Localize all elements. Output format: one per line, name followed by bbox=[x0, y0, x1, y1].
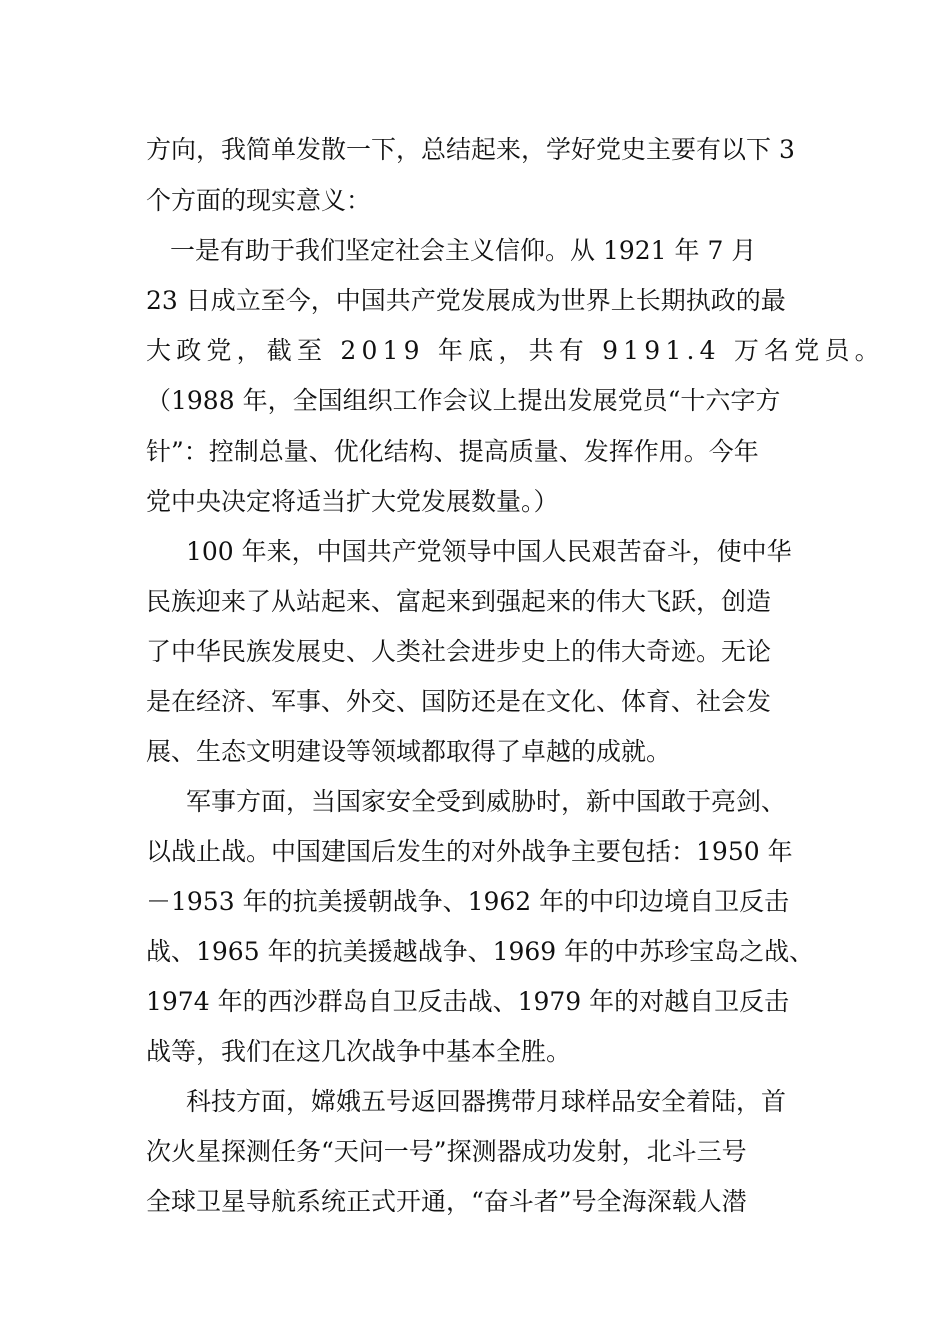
text-line: 展、生态文明建设等领域都取得了卓越的成就。 bbox=[146, 737, 672, 766]
paragraph-start-line: 军事方面，当国家安全受到威胁时，新中国敢于亮剑、 bbox=[186, 787, 787, 816]
text-line: 以战止战。中国建国后发生的对外战争主要包括：1950 年 bbox=[146, 837, 793, 866]
text-line: 大政党，截至 2019 年底，共有 9191.4 万名党员。 bbox=[146, 336, 885, 365]
paragraph-start-line: 科技方面，嫦娥五号返回器携带月球样品安全着陆，首 bbox=[186, 1087, 787, 1116]
text-line: 战、1965 年的抗美援越战争、1969 年的中苏珍宝岛之战、 bbox=[146, 937, 815, 966]
text-line: 党中央决定将适当扩大党发展数量。） bbox=[146, 487, 559, 516]
text-line: 个方面的现实意义： bbox=[146, 186, 372, 215]
text-line: 全球卫星导航系统正式开通，“奋斗者”号全海深载人潜 bbox=[146, 1187, 747, 1216]
text-line: 方向，我简单发散一下，总结起来，学好党史主要有以下 3 bbox=[146, 135, 795, 164]
text-line: 是在经济、军事、外交、国防还是在文化、体育、社会发 bbox=[146, 687, 772, 716]
text-line: 23 日成立至今，中国共产党发展成为世界上长期执政的最 bbox=[146, 286, 786, 315]
text-line: －1953 年的抗美援朝战争、1962 年的中印边境自卫反击 bbox=[146, 887, 790, 916]
paragraph-start-line: 一是有助于我们坚定社会主义信仰。从 1921 年 7 月 bbox=[170, 236, 757, 265]
text-line: 民族迎来了从站起来、富起来到强起来的伟大飞跃，创造 bbox=[146, 587, 772, 616]
paragraph-start-line: 100 年来，中国共产党领导中国人民艰苦奋斗，使中华 bbox=[186, 537, 792, 566]
text-line: 1974 年的西沙群岛自卫反击战、1979 年的对越自卫反击 bbox=[146, 987, 790, 1016]
text-line: 了中华民族发展史、人类社会进步史上的伟大奇迹。无论 bbox=[146, 637, 772, 666]
text-line: （1988 年，全国组织工作会议上提出发展党员“十六字方 bbox=[146, 386, 781, 415]
text-line: 次火星探测任务“天问一号”探测器成功发射，北斗三号 bbox=[146, 1137, 747, 1166]
text-line: 战等，我们在这几次战争中基本全胜。 bbox=[146, 1037, 572, 1066]
text-line: 针”：控制总量、优化结构、提高质量、发挥作用。今年 bbox=[146, 437, 759, 466]
